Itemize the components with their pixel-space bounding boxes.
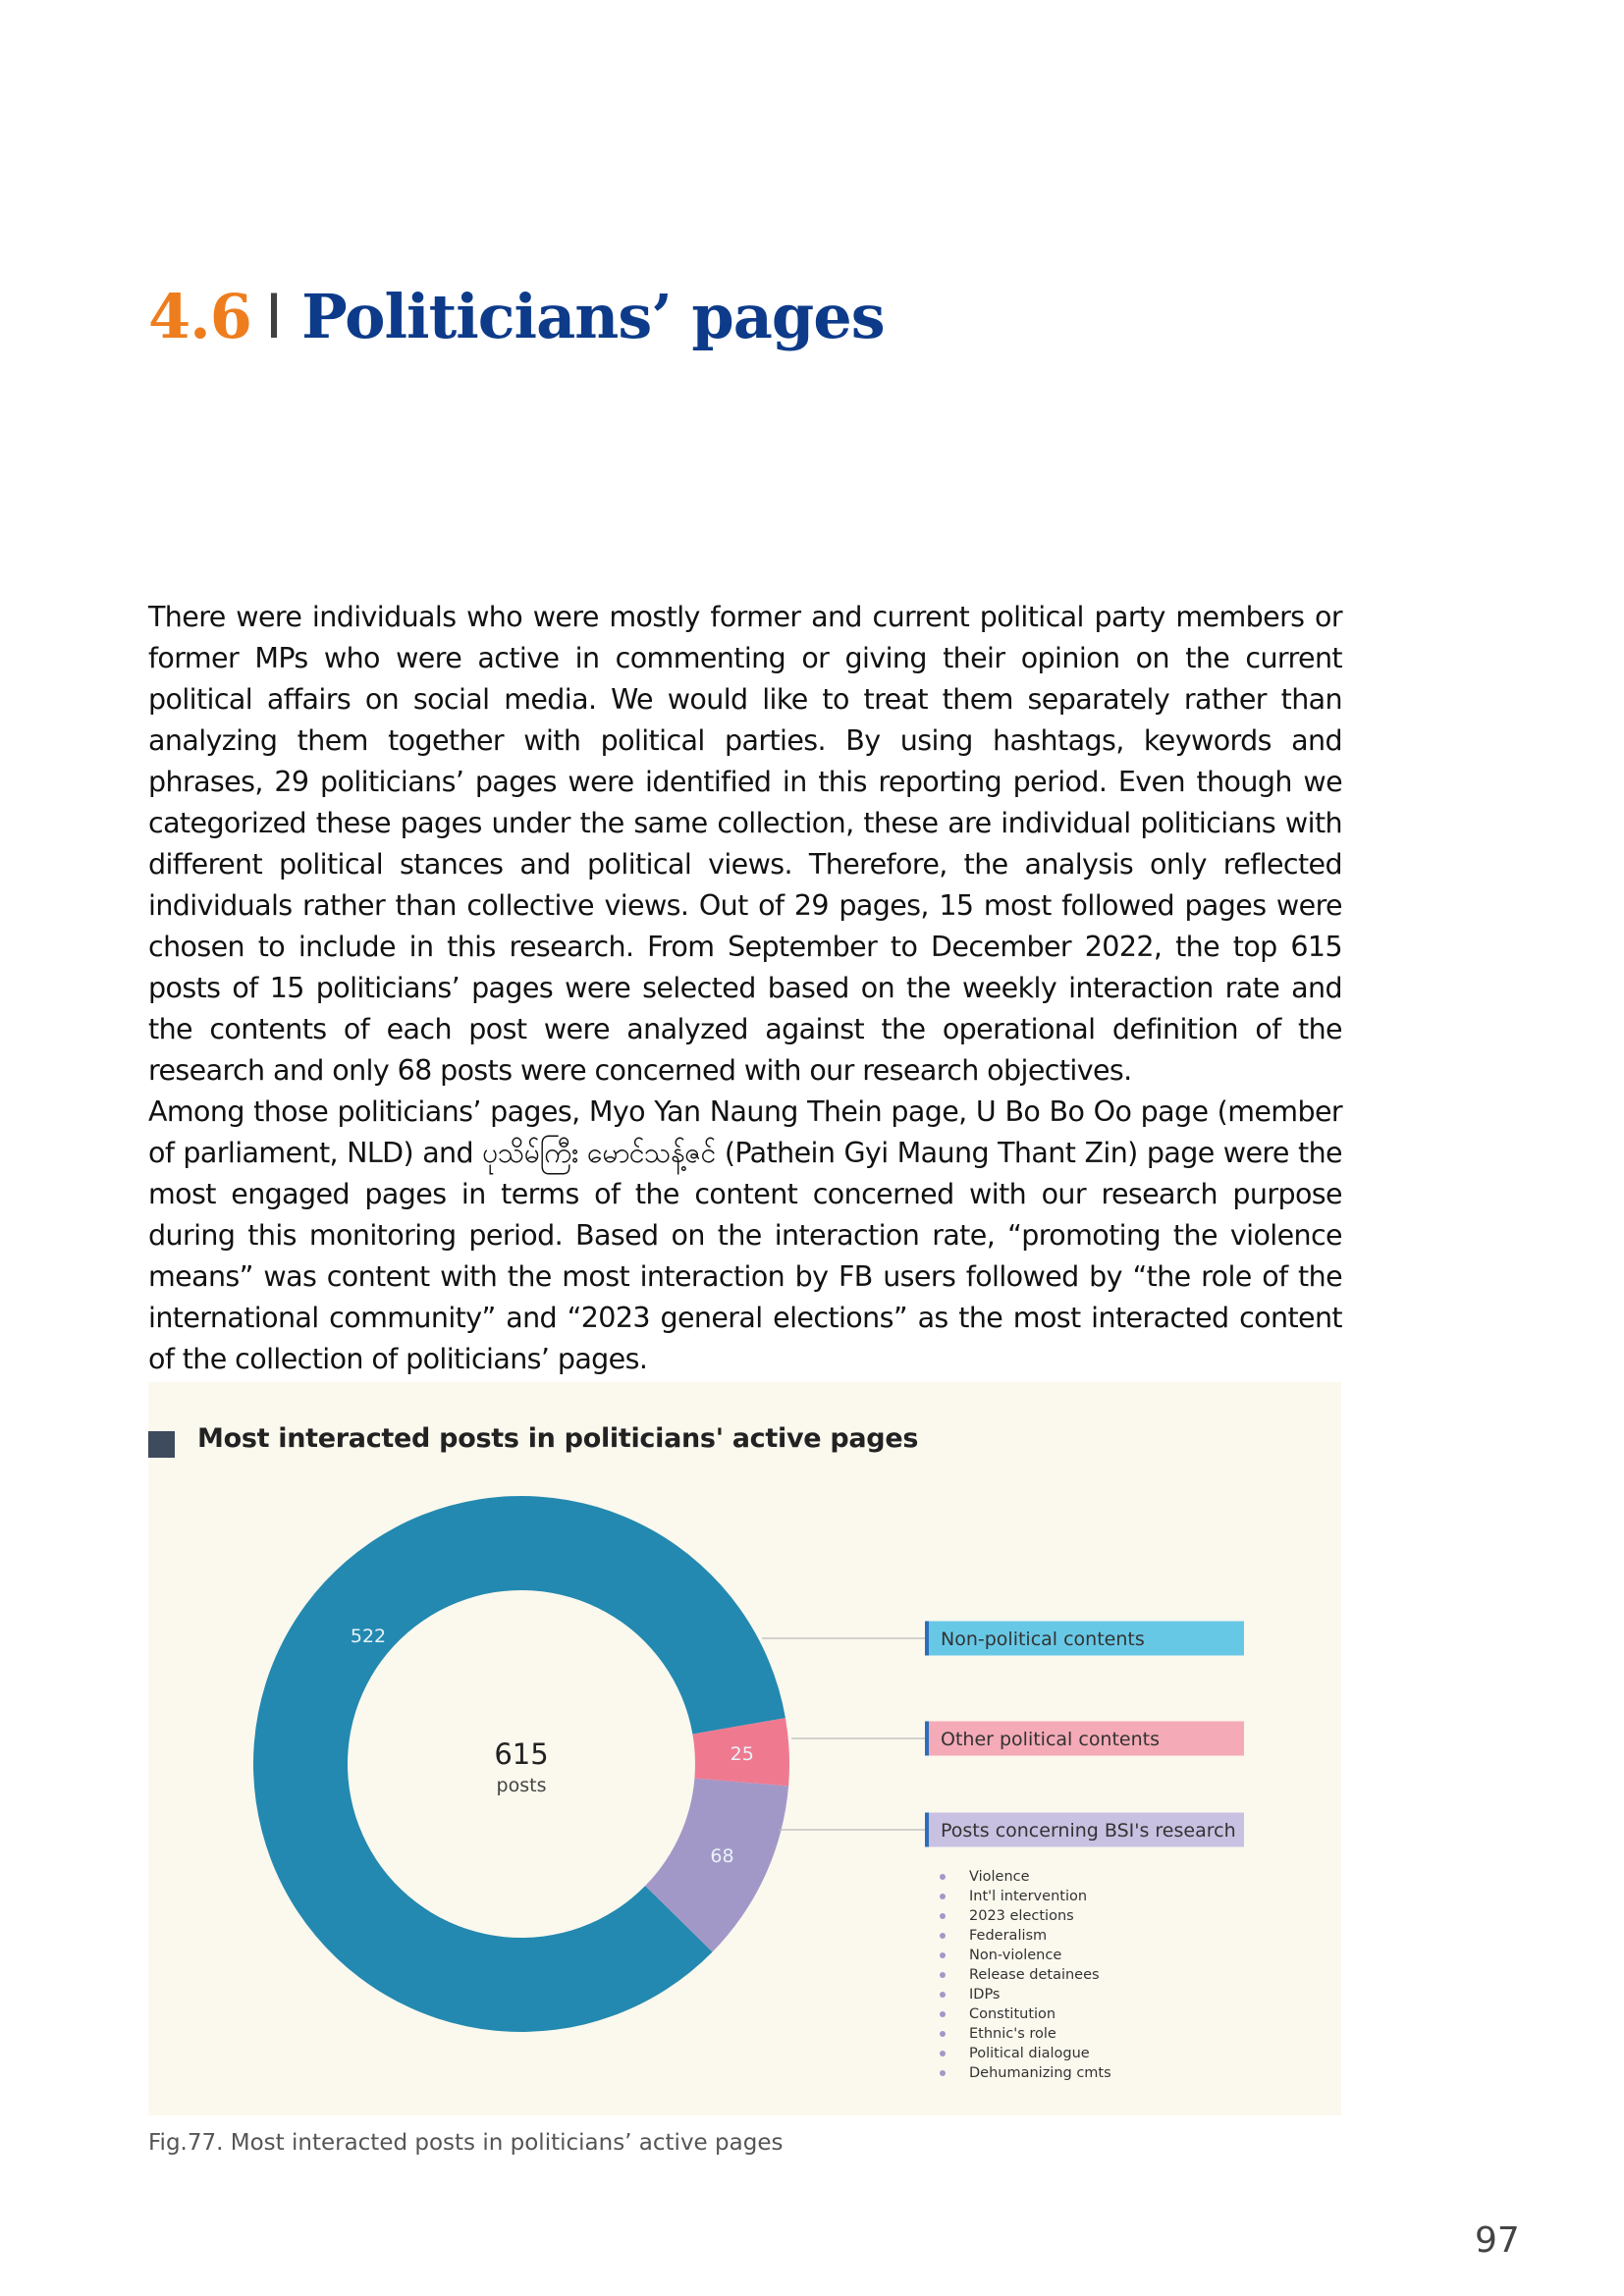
research-topic-item: Political dialogue <box>940 2044 1111 2063</box>
section-separator: I <box>264 281 283 352</box>
research-topic-item: IDPs <box>940 1985 1111 2004</box>
research-topic-item: Non-violence <box>940 1946 1111 1965</box>
legend-label-bsi-research: Posts concerning BSI's research <box>941 1820 1236 1842</box>
research-topic-item: Release detainees <box>940 1965 1111 1985</box>
research-topic-item: 2023 elections <box>940 1906 1111 1926</box>
legend-label-non-political: Non-political contents <box>941 1629 1145 1650</box>
research-topic-item: Federalism <box>940 1926 1111 1946</box>
body-paragraph-2: Among those politicians’ pages, Myo Yan Naung Thein page, U Bo Bo Oo page (member of parliament, NLD) and ပုသိမ်ကြီး မောင်သန့်ဇင် (Pathein Gyi Maung Thant Zin) page were the most engaged pages in terms of the content concerned with our research purpose during this monitoring period. Based on the interaction rate, “promoting the violence means” was content with the most interaction by FB users followed by “the role of the international community” and “2023 general elections” as the most interacted content of the collection of politicians’ pages. <box>148 1095 1342 1375</box>
research-topics-list <box>940 1867 1111 2083</box>
legend-accent-other-political <box>925 1722 929 1756</box>
research-topic-item: Violence <box>940 1867 1111 1887</box>
section-heading <box>148 281 885 352</box>
legend-label-other-political: Other political contents <box>941 1729 1161 1750</box>
donut-chart <box>148 1382 1341 2115</box>
value-label-other-political: 25 <box>730 1742 754 1765</box>
research-topic-item: Dehumanizing cmts <box>940 2063 1111 2083</box>
section-title: Politicians’ pages <box>301 281 885 352</box>
section-number: 4.6 <box>148 281 251 352</box>
value-label-non-political: 522 <box>350 1626 387 1647</box>
center-unit: posts <box>496 1775 547 1796</box>
value-label-bsi-research: 68 <box>710 1844 734 1867</box>
research-topic-item: Ethnic's role <box>940 2024 1111 2044</box>
body-paragraph-1: There were individuals who were mostly former and current political party members or former MPs who were active in commenting or giving their opinion on the current political affairs on social media. We would like to treat them separately rather than analyzing them together with political parties. By using hashtags, keywords and phrases, 29 politicians’ pages were identified in this reporting period. Even though we categorized these pages under the same collection, these are individual politicians with different political stances and political views. Therefore, the analysis only reflected individuals rather than collective views. Out of 29 pages, 15 most followed pages were chosen to include in this research. From September to December 2022, the top 615 posts of 15 politicians’ pages were selected based on the weekly interaction rate and the contents of each post were analyzed against the operational definition of the research and only 68 posts were concerned with our research objectives. <box>148 601 1342 1087</box>
chart-title: Most interacted posts in politicians' active pages <box>197 1423 919 1454</box>
legend-accent-non-political <box>925 1622 929 1656</box>
legend-accent-bsi-research <box>925 1813 929 1847</box>
chart-panel <box>148 1382 1341 2115</box>
page-number: 97 <box>1475 2220 1520 2261</box>
research-topic-item: Int'l intervention <box>940 1887 1111 1906</box>
research-topic-item: Constitution <box>940 2004 1111 2024</box>
center-total: 615 <box>494 1737 549 1771</box>
figure-caption: Fig.77. Most interacted posts in politicians’ active pages <box>148 2130 784 2156</box>
